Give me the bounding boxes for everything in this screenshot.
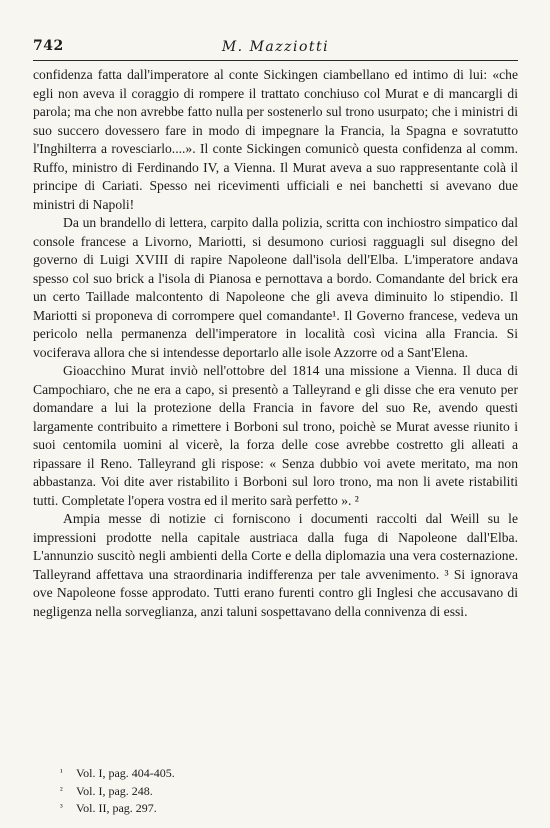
- footnote-marker: ²: [60, 784, 63, 795]
- footnote-2: [60, 782, 360, 800]
- footnote-text: Vol. I, pag. 404-405.: [76, 766, 175, 780]
- footnote-3: [60, 799, 360, 817]
- footnotes: [60, 764, 360, 817]
- paragraph-1: confidenza fatta dall'imperatore al conte Sickingen ciambellano ed intimo di lui: «che egli non aveva il coraggio di rompere il trattato conchiuso col Murat e di mancargli di parola; ma che non avrebbe fatto nulla per sostenerlo sul trono usurpato; che i ministri di suo succero dovessero fare in modo di impegnare la Francia, la Spagna e sovratutto l'Inghilterra a rovesciarlo....». Il conte Sickingen comunicò questa confidenza al comm. Ruffo, ministro di Ferdinando IV, a Vienna. Il Murat aveva a suo rappresentante colà il principe di Cariati. Spesso nei ricevimenti ufficiali e nei banchetti si avevano due ministri di Napoli!: [33, 67, 518, 212]
- running-head: M. Mazziotti: [221, 39, 330, 55]
- page-number: 742: [33, 38, 64, 54]
- paragraph-2: Da un brandello di lettera, carpito dalla polizia, scritta con inchiostro simpatico dal console francese a Livorno, Mariotti, si desumono curiosi ragguagli sul disegno del governo di Luigi XVIII di rapire Napoleone dall'isola dell'Elba. L'imperatore andava spesso col suo brick a l'isola di Pianosa e pernottava a bordo. Comandante del brick era un certo Taillade malcontento di Napoleone che gli aveva diminuito lo stipendio. Il Mariotti si proponeva di corrompere quel comandante¹. Il Governo francese, vedeva un pericolo nella permanenza dell'imperatore in località così vicina alla Francia. Si vociferava allora che si intendesse deportarlo alle isole Azzorre od a Sant'Elena.: [33, 215, 518, 360]
- paragraph-4: Ampia messe di notizie ci forniscono i documenti raccolti dal Weill su le impressioni prodotte nella capitale austriaca dalla fuga di Napoleone dall'Elba. L'annunzio suscitò negli ambienti della Corte e della diplomazia una vera costernazione. Talleyrand affettava una straordinaria indifferenza per tale avvenimento. ³ Si ignorava ove Napoleone fosse approdato. Tutti erano furenti contro gli Inglesi che accusavano di negligenza nella sorveglianza, anzi taluni sospettavano della connivenza di essi.: [33, 511, 518, 619]
- page-header: [33, 38, 518, 61]
- footnote-marker: ¹: [60, 767, 63, 777]
- footnote-text: Vol. II, pag. 297.: [76, 801, 157, 815]
- footnote-text: Vol. I, pag. 248.: [76, 783, 153, 798]
- footnote-marker: ³: [60, 802, 63, 812]
- body-text: [33, 66, 518, 621]
- footnote-1: [60, 764, 360, 782]
- paragraph-3: Gioacchino Murat inviò nell'ottobre del 1814 una missione a Vienna. Il duca di Campochiaro, che ne era a capo, si presentò a Talleyrand e gli disse che era venuto per domandare a lui la protezione della Francia in favore del suo Re, avendo questi largamente contribuito a rimettere i Borboni sul trono, poichè se Murat avesse riunito i suoi centomila uomini al vicerè, la forza delle cose avrebbe costretto gli alleati a ripassare il Reno. Talleyrand gli rispose: « Senza dubbio voi avete meritato, ma non abbastanza. Voi dite aver ristabilito i Borboni sul loro trono, ma non li avete ristabiliti tutti. Completate l'opera vostra ed il merito sarà perfetto ». ²: [33, 363, 518, 508]
